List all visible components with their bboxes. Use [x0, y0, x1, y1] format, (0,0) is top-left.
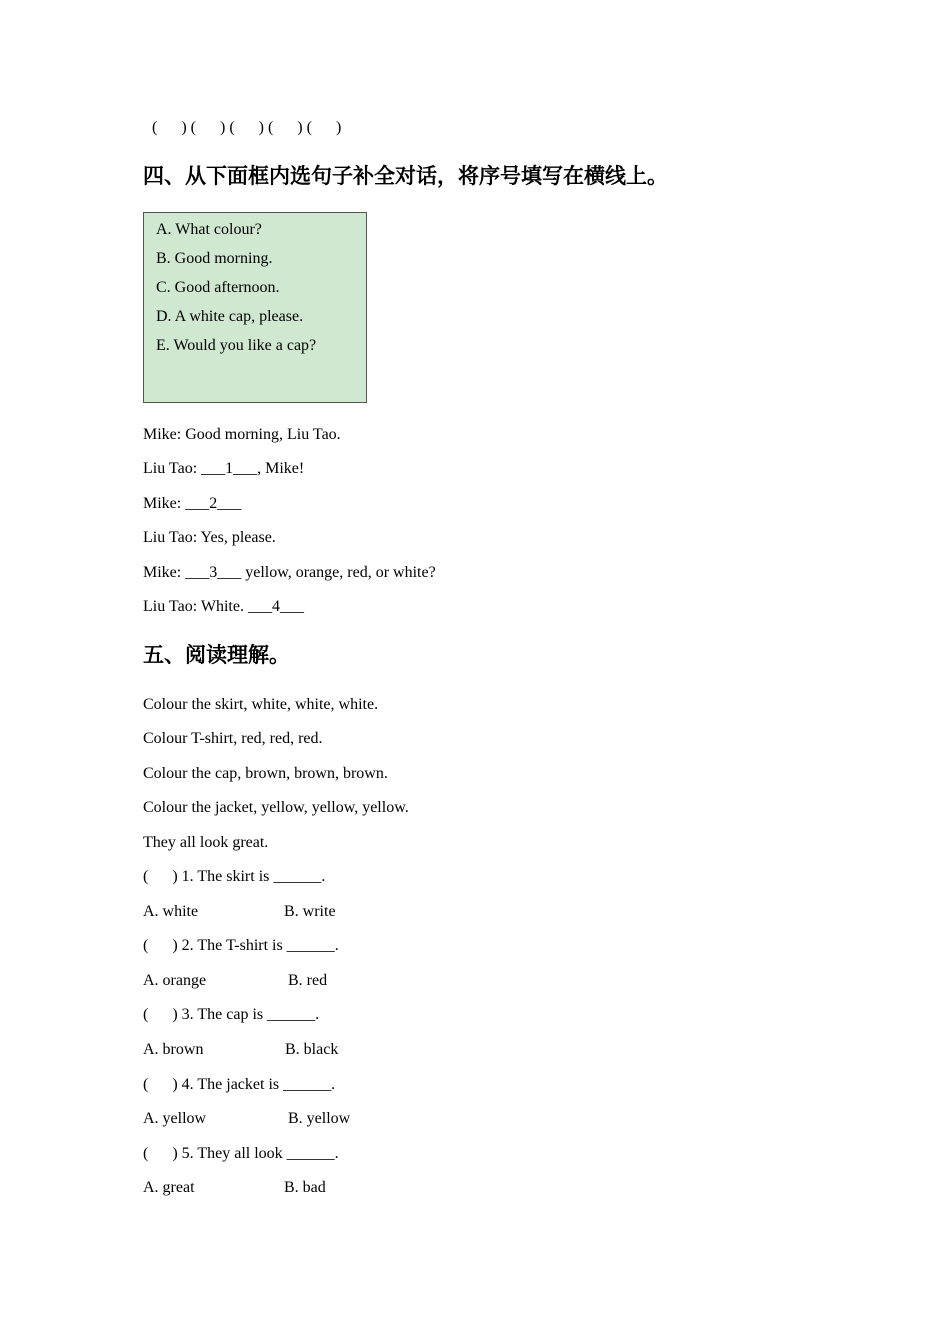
passage-line-1: Colour the skirt, white, white, white. — [143, 696, 379, 713]
question-5: ( ) 5. They all look ______. — [143, 1145, 339, 1162]
section-5-heading: 五、阅读理解。 — [143, 643, 290, 667]
dialogue-line-2: Liu Tao: ___1___, Mike! — [143, 460, 305, 477]
options-box — [143, 212, 367, 403]
question-4: ( ) 4. The jacket is ______. — [143, 1076, 336, 1093]
section-4-heading: 四、从下面框内选句子补全对话，将序号填写在横线上。 — [143, 164, 668, 188]
question-2: ( ) 2. The T-shirt is ______. — [143, 937, 339, 954]
question-3-option-b: B. black — [285, 1041, 339, 1058]
dialogue-line-1: Mike: Good morning, Liu Tao. — [143, 426, 341, 443]
answer-blanks-row: ( ) ( ) ( ) ( ) ( ) — [152, 119, 342, 136]
dialogue-line-3: Mike: ___2___ — [143, 495, 242, 512]
option-c: C. Good afternoon. — [156, 279, 280, 296]
question-4-option-b: B. yellow — [288, 1110, 351, 1127]
dialogue-line-5: Mike: ___3___ yellow, orange, red, or white? — [143, 564, 436, 581]
option-a: A. What colour? — [156, 221, 262, 238]
question-2-option-b: B. red — [288, 972, 328, 989]
question-3-option-a: A. brown — [143, 1041, 204, 1058]
passage-line-2: Colour T-shirt, red, red, red. — [143, 730, 323, 747]
option-b: B. Good morning. — [156, 250, 273, 267]
passage-line-5: They all look great. — [143, 834, 269, 851]
question-5-option-a: A. great — [143, 1179, 195, 1196]
passage-line-3: Colour the cap, brown, brown, brown. — [143, 765, 388, 782]
question-2-option-a: A. orange — [143, 972, 207, 989]
dialogue-line-6: Liu Tao: White. ___4___ — [143, 598, 304, 615]
question-3: ( ) 3. The cap is ______. — [143, 1006, 320, 1023]
question-1: ( ) 1. The skirt is ______. — [143, 868, 326, 885]
passage-line-4: Colour the jacket, yellow, yellow, yellow. — [143, 799, 409, 816]
question-4-option-a: A. yellow — [143, 1110, 207, 1127]
dialogue-line-4: Liu Tao: Yes, please. — [143, 529, 276, 546]
question-5-option-b: B. bad — [284, 1179, 326, 1196]
option-e: E. Would you like a cap? — [156, 337, 317, 354]
option-d: D. A white cap, please. — [156, 308, 304, 325]
question-1-option-b: B. write — [284, 903, 336, 920]
question-1-option-a: A. white — [143, 903, 199, 920]
